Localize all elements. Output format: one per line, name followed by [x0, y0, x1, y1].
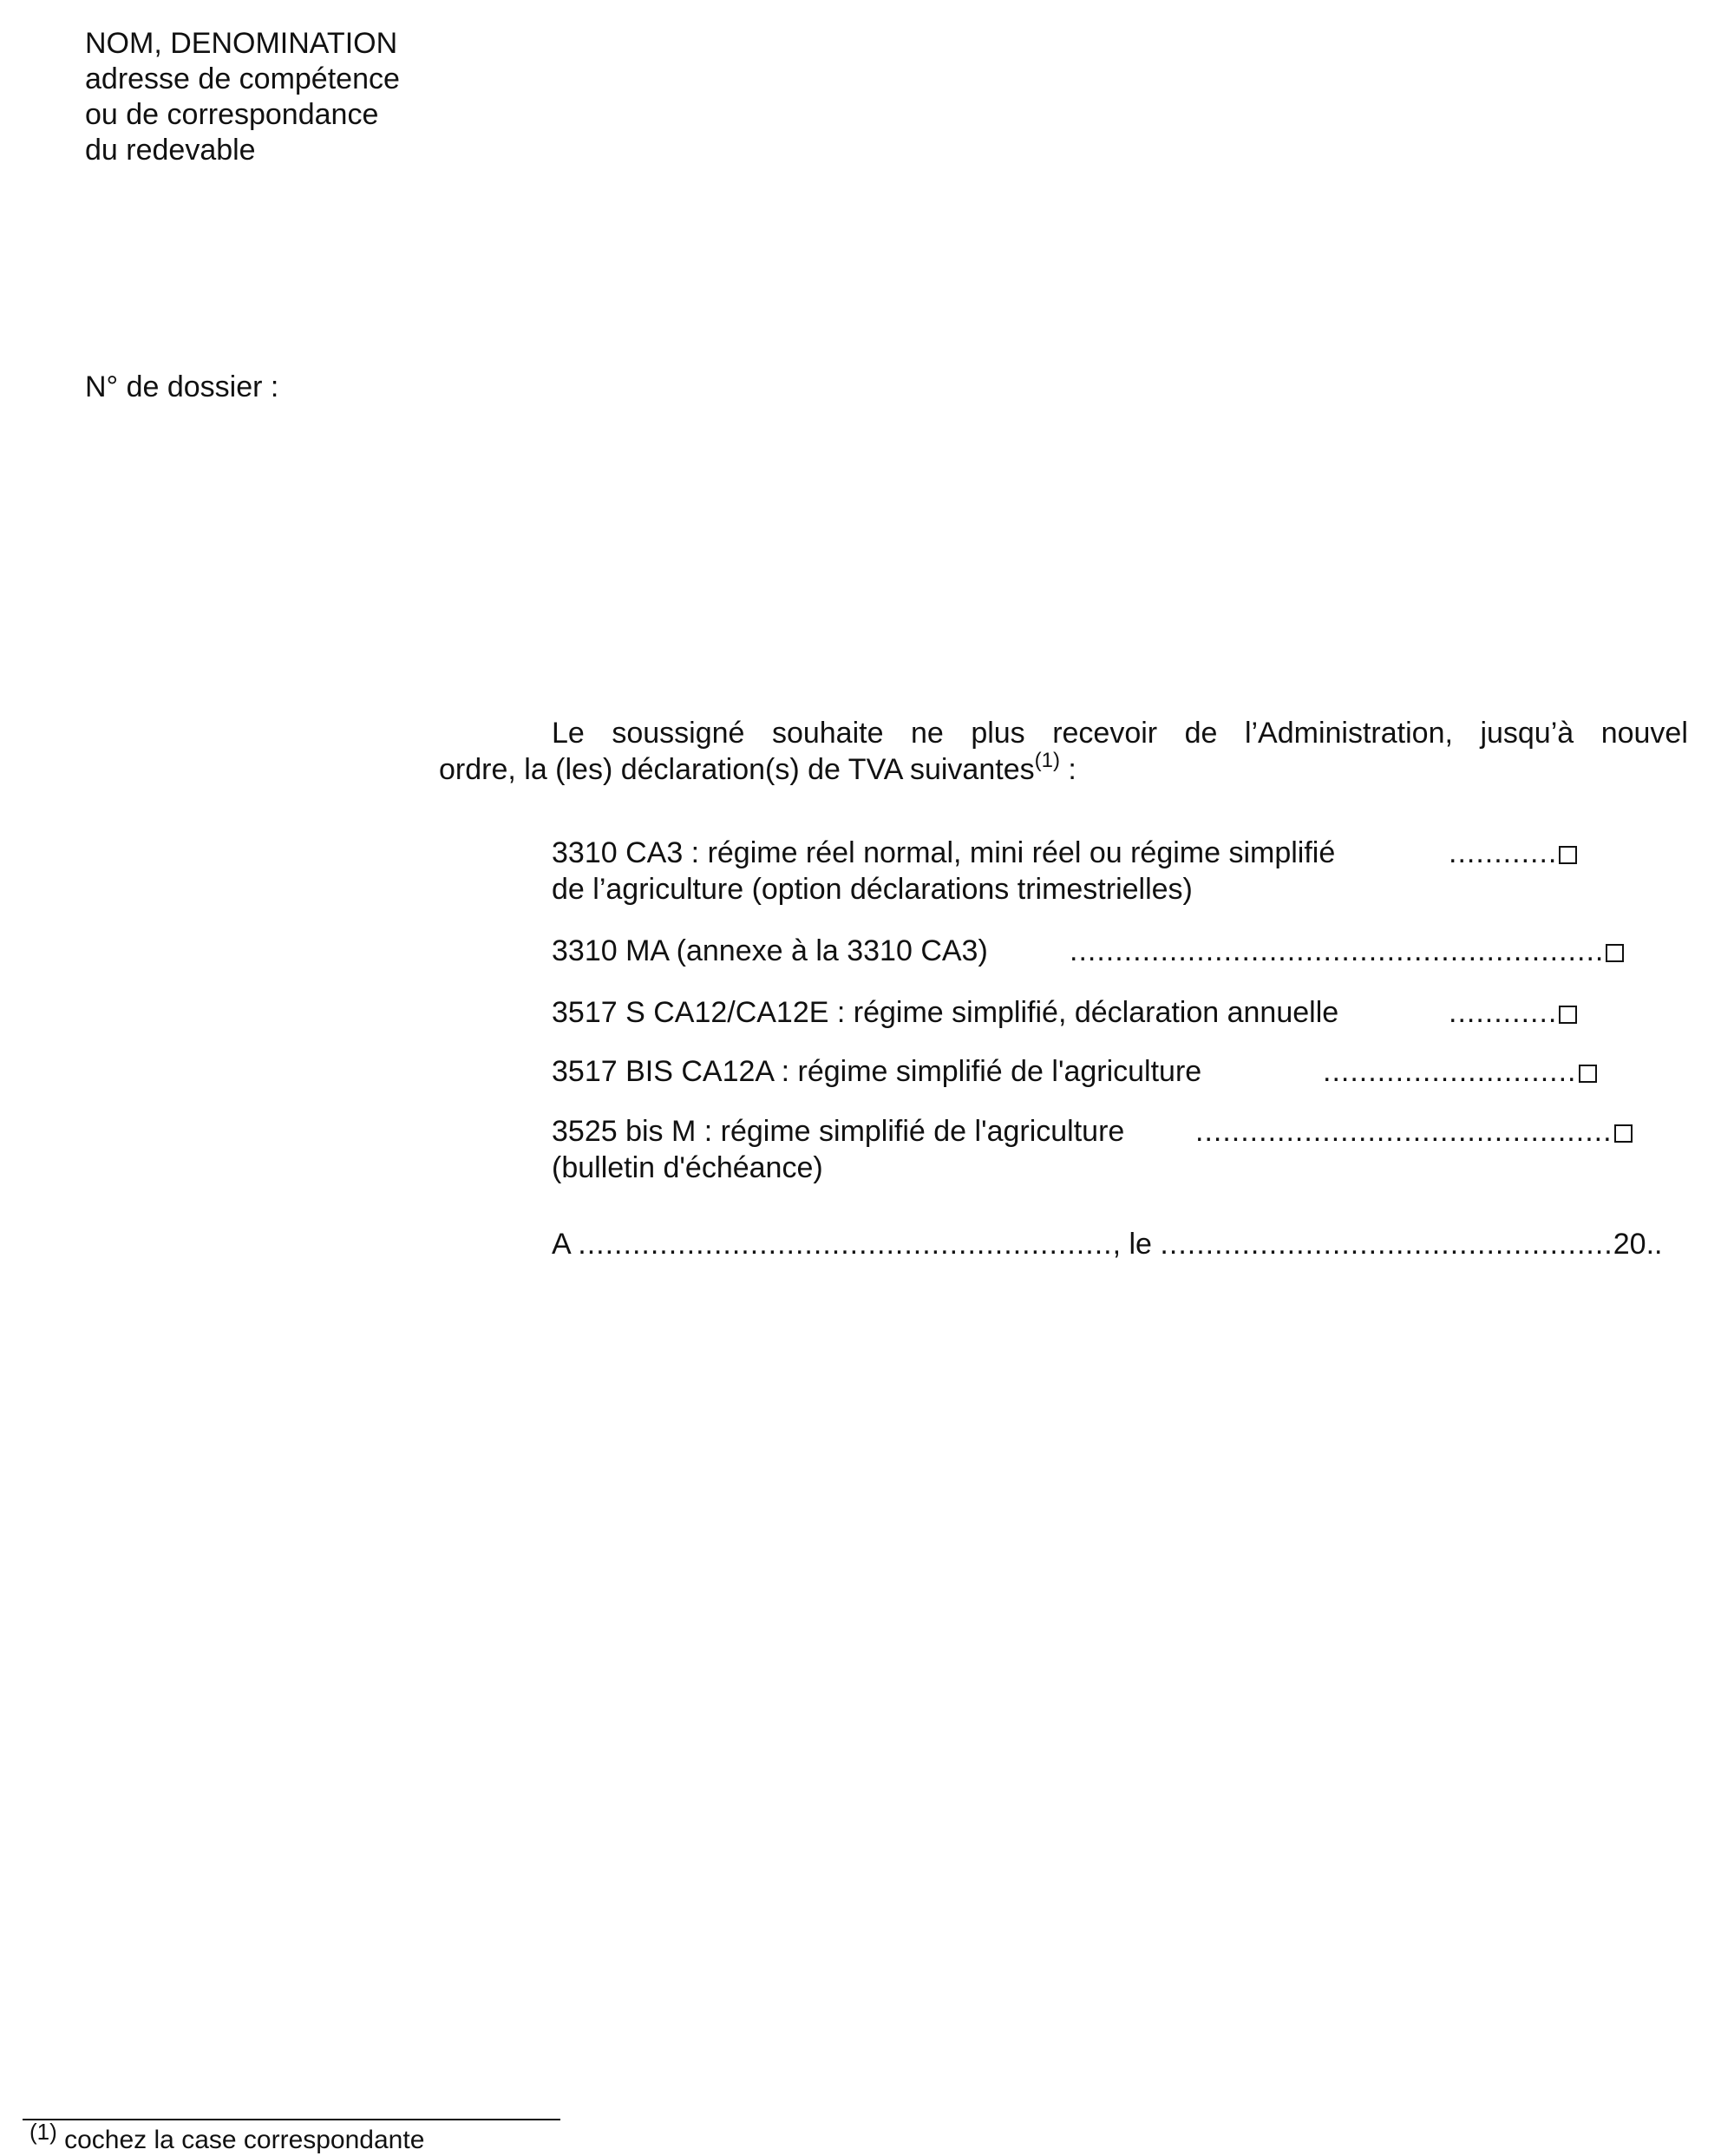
item-dots: .............................................. [1195, 1115, 1613, 1148]
intro-word: ne [910, 717, 944, 750]
place-date-line [552, 1226, 1662, 1262]
header-line-correspondence: ou de correspondance [85, 98, 379, 131]
date-field[interactable]: .................................................. [1160, 1228, 1613, 1261]
header-line-name: NOM, DENOMINATION [85, 27, 398, 60]
item-leader [1449, 994, 1577, 1031]
item-label: 3310 CA3 : régime réel normal, mini réel ou régime simplifié [552, 836, 1336, 869]
declaration-item-3310-ca3 [552, 835, 1335, 871]
place-prefix: A [552, 1228, 570, 1261]
intro-word: nouvel [1600, 717, 1688, 750]
intro-word: jusqu’à [1480, 717, 1574, 750]
item-label-continued: (bulletin d'échéance) [552, 1151, 823, 1184]
header-line-debtor: du redevable [85, 134, 256, 167]
item-dots: ............ [1449, 996, 1558, 1029]
footnote-marker: (1) [29, 2119, 57, 2145]
year-suffix: 20.. [1613, 1228, 1663, 1261]
intro-word: de [1184, 717, 1218, 750]
declaration-item-3310-ma [552, 933, 988, 969]
checkbox-3517-bis-ca12a[interactable] [1579, 1065, 1597, 1083]
declaration-item-3517-s-ca12 [552, 994, 1338, 1031]
intro-line-2-text: ordre, la (les) déclaration(s) de TVA suivantes [439, 753, 1035, 786]
taxpayer-header [85, 26, 400, 168]
item-leader [1195, 1113, 1633, 1150]
footnote-reference: (1) [1034, 748, 1060, 772]
dossier-number-label: N° de dossier : [85, 370, 279, 403]
intro-line-2 [439, 748, 1076, 788]
item-dots: ............ [1449, 836, 1558, 869]
item-leader [1070, 933, 1624, 969]
item-label: 3310 MA (annexe à la 3310 CA3) [552, 934, 988, 967]
intro-word: l’Administration, [1244, 717, 1453, 750]
item-dots: ........................................................... [1070, 934, 1605, 967]
checkbox-3310-ma[interactable] [1606, 944, 1624, 962]
checkbox-3310-ca3[interactable] [1559, 846, 1577, 864]
declaration-item-3525-bis-m [552, 1113, 1124, 1150]
footnote [29, 2119, 425, 2155]
item-leader [1323, 1053, 1597, 1090]
item-label: 3517 S CA12/CA12E : régime simplifié, déclaration annuelle [552, 996, 1339, 1029]
item-label: 3525 bis M : régime simplifié de l'agriculture [552, 1115, 1125, 1148]
footnote-divider [23, 2119, 560, 2120]
place-field[interactable]: ........................................................... [578, 1228, 1113, 1261]
item-label: 3517 BIS CA12A : régime simplifié de l'agriculture [552, 1055, 1202, 1088]
intro-word: souhaite [771, 717, 884, 750]
intro-word: recevoir [1052, 717, 1158, 750]
intro-line-2-end: : [1059, 753, 1076, 786]
item-dots: ............................ [1323, 1055, 1577, 1088]
checkbox-3517-s-ca12[interactable] [1559, 1006, 1577, 1024]
item-label-continued: de l’agriculture (option déclarations trimestrielles) [552, 873, 1193, 906]
checkbox-3525-bis-m[interactable] [1614, 1124, 1633, 1143]
intro-line-1 [552, 715, 1688, 751]
intro-word: Le [552, 717, 585, 750]
item-leader [1449, 835, 1577, 871]
footnote-text: cochez la case correspondante [64, 2126, 425, 2154]
header-line-address: adresse de compétence [85, 62, 400, 95]
intro-word: plus [971, 717, 1025, 750]
date-prefix: , le [1112, 1228, 1152, 1261]
declaration-item-3517-bis-ca12a [552, 1053, 1201, 1090]
intro-word: soussigné [612, 717, 745, 750]
